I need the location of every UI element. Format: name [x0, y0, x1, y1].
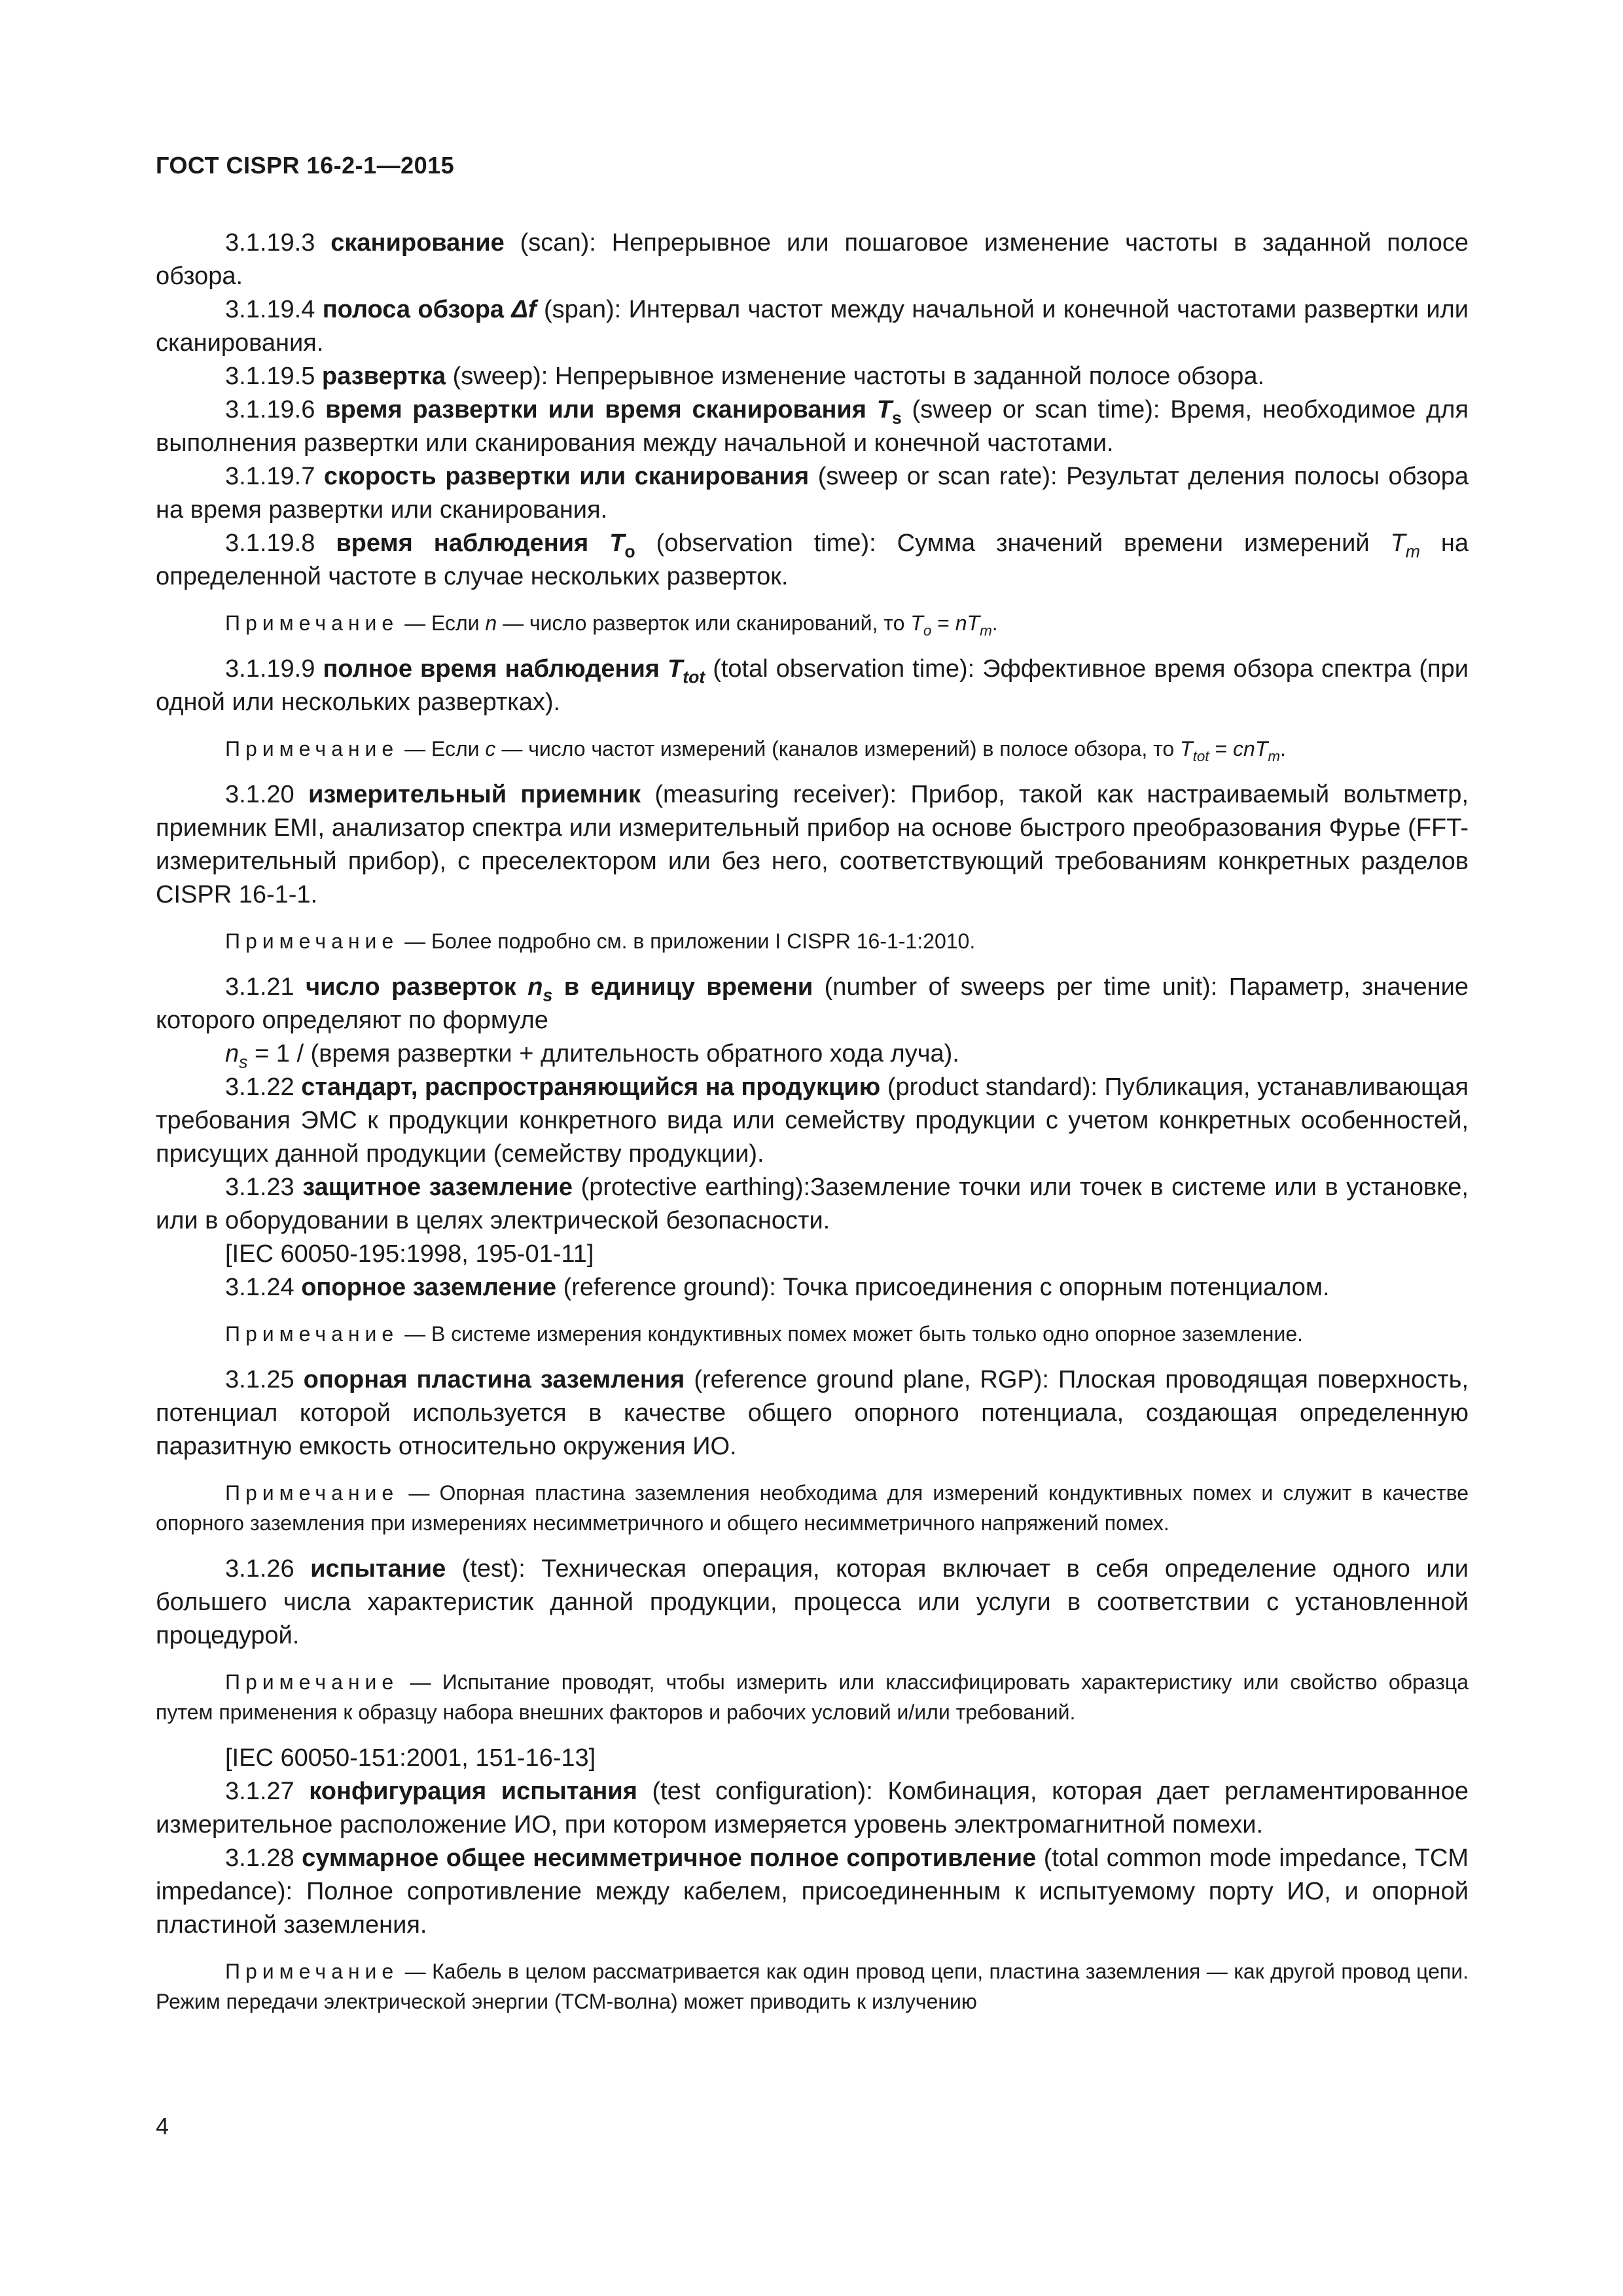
definition-3-1-28: 3.1.28 суммарное общее несимметричное полное сопротивление (total common mode impedance, TCM impedance): Полное сопротивление между кабелем, присоединенным к испытуемому порту ИО, и опорной пластиной заземления. — [156, 1844, 1469, 1939]
note-3-1-19-8: Примечание — Если n — число разверток или сканирований, то $T_o = nT_m$. — [225, 611, 998, 639]
note-3-1-26: Примечание — Испытание проводят, чтобы измерить или классифицировать характеристику или свойство образца путем применения к образцу набора внешних факторов и рабочих условий и/или требований. — [156, 1670, 1469, 1724]
term: полоса обзора — [322, 296, 505, 323]
note-label: Примечание — [225, 1670, 399, 1694]
definition-3-1-19-8: 3.1.19.8 время наблюдения $T_o$ (observation time): Сумма значений времени измерений $T_m$ на определенной частоте в случае нескольких разверток. — [156, 529, 1469, 590]
term: время развертки или время сканирования — [325, 396, 866, 423]
definition-3-1-19-4: 3.1.19.4 полоса обзора Δf (span): Интервал частот между начальной и конечной частотами развертки или сканирования. — [156, 296, 1469, 357]
term: защитное заземление — [302, 1174, 573, 1201]
note-label: Примечание — [225, 1960, 399, 1983]
definition-3-1-19-9: 3.1.19.9 полное время наблюдения $T_{tot}$ (total observation time): Эффективное время обзора спектра (при одной или нескольких развертках). — [156, 655, 1469, 716]
term: измерительный приемник — [308, 781, 641, 808]
document-body — [156, 226, 1469, 2031]
term: опорная пластина заземления — [303, 1366, 685, 1393]
definition-3-1-20: 3.1.20 измерительный приемник (measuring receiver): Прибор, такой как настраиваемый вольтметр, приемник EMI, анализатор спектра или измерительный прибор на основе быстрого преобразования Фурье (FFT-измерительный прибор), с преселектором или без него, соответствующий требованиям конкретных разделов CISPR 16-1-1. — [156, 781, 1469, 908]
definition-3-1-19-7: 3.1.19.7 скорость развертки или сканирования (sweep or scan rate): Результат деления полосы обзора на время развертки или сканирования. — [156, 463, 1469, 524]
definition-3-1-19-6: 3.1.19.6 время развертки или время сканирования $T_s$ (sweep or scan time): Время, необходимое для выполнения развертки или сканирования между начальной и конечной частотами. — [156, 396, 1469, 457]
note-label: Примечание — [225, 1322, 399, 1346]
note-3-1-19-9: Примечание — Если c — число частот измерений (каналов измерений) в полосе обзора, то $T_{tot} = cnT_m$. — [225, 737, 1286, 764]
definition-3-1-27: 3.1.27 конфигурация испытания (test configuration): Комбинация, которая дает регламентированное измерительное расположение ИО, при котором измеряется уровень электромагнитной помехи. — [156, 1778, 1469, 1839]
note-label: Примечание — [225, 929, 399, 953]
definition-3-1-23: 3.1.23 защитное заземление (protective earthing):Заземление точки или точек в системе или в установке, или в оборудовании в целях электрической безопасности. — [156, 1174, 1469, 1234]
term: число разверток — [306, 973, 516, 1001]
term: конфигурация испытания — [309, 1778, 637, 1805]
definition-3-1-25: 3.1.25 опорная пластина заземления (reference ground plane, RGP): Плоская проводящая поверхность, потенциал которой используется в качестве общего опорного потенциала, создающая определенную паразитную емкость относительно окружения ИО. — [156, 1366, 1469, 1460]
term: суммарное общее несимметричное полное сопротивление — [302, 1844, 1037, 1872]
term: полное время наблюдения — [323, 655, 660, 683]
document-header: ГОСТ CISPR 16-2-1—2015 — [156, 152, 455, 179]
reference-3-1-23: [IEC 60050-195:1998, 195-01-11] — [225, 1240, 594, 1268]
note-3-1-24: Примечание — В системе измерения кондуктивных помех может быть только одно опорное заземление. — [225, 1322, 1304, 1346]
term: стандарт, распространяющийся на продукцию — [301, 1073, 881, 1101]
definition-3-1-19-5: 3.1.19.5 развертка (sweep): Непрерывное изменение частоты в заданной полосе обзора. — [225, 363, 1265, 390]
term: опорное заземление — [301, 1274, 556, 1301]
definition-3-1-24: 3.1.24 опорное заземление (reference ground): Точка присоединения с опорным потенциалом. — [225, 1274, 1330, 1301]
note-label: Примечание — [225, 611, 399, 635]
term: испытание — [310, 1555, 446, 1583]
term: сканирование — [330, 229, 505, 257]
reference-3-1-26: [IEC 60050-151:2001, 151-16-13] — [225, 1744, 596, 1772]
term: время наблюдения — [336, 529, 589, 557]
note-label: Примечание — [225, 737, 399, 761]
definition-3-1-22: 3.1.22 стандарт, распространяющийся на продукцию (product standard): Публикация, устанавливающая требования ЭМС к продукции конкретного вида или семейству продукции с учетом конкретных особенностей, присущих данной продукции (семейству продукции). — [156, 1073, 1469, 1168]
definition-3-1-21: 3.1.21 число разверток $n_s$ в единицу времени (number of sweeps per time unit): Параметр, значение которого определяют по формуле — [156, 973, 1469, 1034]
formula-3-1-21: $n_s = 1$ / (время развертки + длительность обратного хода луча). — [225, 1040, 959, 1072]
definition-3-1-26: 3.1.26 испытание (test): Техническая операция, которая включает в себя определение одного или большего числа характеристик данной продукции, процесса или услуги в соответствии с установленной процедурой. — [156, 1555, 1469, 1649]
term: развертка — [321, 363, 446, 390]
note-label: Примечание — [225, 1481, 399, 1505]
note-3-1-25: Примечание — Опорная пластина заземления необходима для измерений кондуктивных помех и служит в качестве опорного заземления при измерениях несимметричного и общего несимметричного напряжений помех. — [156, 1481, 1469, 1535]
definition-3-1-19-3: 3.1.19.3 сканирование (scan): Непрерывное или пошаговое изменение частоты в заданной полосе обзора. — [156, 229, 1469, 290]
page-number: 4 — [156, 2113, 169, 2140]
note-3-1-20: Примечание — Более подробно см. в приложении I CISPR 16-1-1:2010. — [225, 929, 976, 953]
note-3-1-28: Примечание — Кабель в целом рассматривается как один провод цепи, пластина заземления — как другой провод цепи. Режим передачи электрической энергии (ТСМ-волна) может приводить к излучению — [156, 1960, 1469, 2013]
term: скорость развертки или сканирования — [323, 463, 810, 490]
